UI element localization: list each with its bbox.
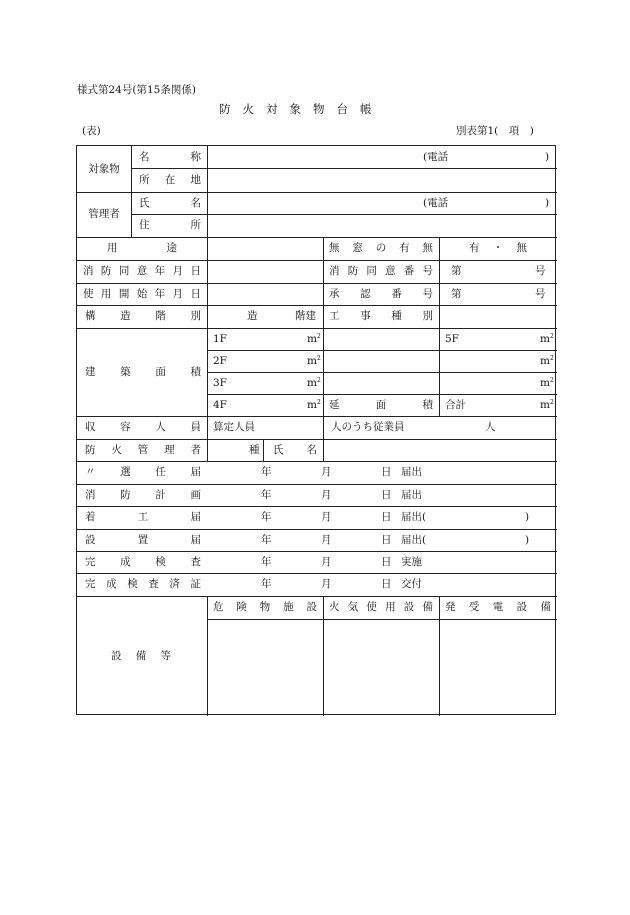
year-label: 年 [261, 578, 272, 591]
label-char: 設 [111, 649, 122, 662]
attachment-label: 別表第1( 項 ) [456, 125, 534, 137]
persons-unit: 人 [485, 421, 496, 434]
label-char: 号 [422, 265, 433, 278]
structure-label [85, 305, 201, 328]
day-label: 日 [381, 555, 392, 568]
label-char: 成 [106, 578, 117, 591]
label-char: 備 [540, 601, 551, 614]
label-char: 防 [85, 443, 96, 456]
label-char: 工 [137, 511, 149, 524]
paren-close: ) [525, 511, 530, 524]
submitted-paren-label: 届出( [401, 511, 427, 524]
label-char: 設 [85, 533, 96, 546]
label-char: 使 [83, 287, 94, 300]
label-char: 気 [347, 601, 359, 614]
month-label: 月 [321, 533, 332, 546]
row-line [207, 350, 557, 351]
manager-name-label [139, 192, 201, 214]
total-unit [540, 394, 554, 416]
issued-label: 交付 [401, 578, 422, 591]
label-char: 積 [190, 365, 201, 378]
label-char: 意 [385, 265, 396, 278]
label-char: 別 [422, 310, 433, 323]
col-line [323, 237, 324, 439]
unit-m: m [307, 354, 317, 367]
unit-m: m [307, 376, 317, 389]
unit-m: m [540, 376, 550, 389]
col-line [323, 439, 324, 461]
side-label: (表) [82, 125, 101, 137]
day-label: 日 [381, 511, 392, 524]
manager-label: 管理者 [88, 208, 120, 221]
month-label: 月 [321, 555, 332, 568]
label-char: 名 [190, 196, 201, 209]
floor-1f: 1F [213, 332, 227, 345]
month-label: 月 [321, 466, 332, 479]
label-char: 査 [148, 578, 159, 591]
label-char: 用 [107, 242, 118, 255]
total-label: 合計 [445, 398, 466, 411]
phone-label: (電話 [423, 150, 449, 163]
class-label: 種 [249, 443, 260, 456]
floor-3f-unit [307, 372, 321, 394]
number-prefix: 第 [451, 265, 462, 278]
label-char: 理 [164, 443, 175, 456]
label-char: 施 [283, 601, 294, 614]
label-char: 認 [360, 287, 371, 300]
label-char: 面 [155, 365, 166, 378]
label-char: 無 [422, 242, 433, 255]
floor-5f-unit [540, 328, 554, 350]
capacity-label [85, 416, 201, 439]
label-char: 番 [391, 287, 402, 300]
label-char: 無 [516, 242, 527, 255]
label-char: 成 [120, 555, 131, 568]
label-char: 着 [85, 511, 96, 524]
col-line [131, 146, 132, 192]
label-char: 所 [190, 219, 201, 232]
label-char: 番 [403, 265, 415, 278]
label-char: 構 [85, 310, 96, 323]
power-equipment-label [445, 596, 551, 619]
label-char: 名 [306, 443, 317, 456]
submitted-label: 届出 [401, 466, 422, 479]
label-char: 日 [190, 287, 201, 300]
unit-m: m [307, 332, 317, 345]
equipment-label [111, 596, 171, 716]
label-char: 開 [118, 287, 130, 300]
appointment-label [85, 461, 201, 484]
label-char: 日 [190, 265, 201, 278]
label-char: 発 [445, 601, 456, 614]
label-char: 有 [399, 242, 410, 255]
label-char: 任 [155, 466, 166, 479]
label-char: 防 [347, 265, 359, 278]
label-char: 検 [155, 555, 166, 568]
label-char: 容 [120, 421, 131, 434]
unit-sq: 2 [549, 377, 554, 384]
yes-no-value [469, 237, 527, 260]
label-char: 意 [136, 265, 148, 278]
approval-number-label [329, 283, 433, 305]
completion-inspection-label [85, 551, 201, 573]
year-label: 年 [261, 533, 272, 546]
label-char: 完 [85, 555, 96, 568]
label-char: 途 [166, 242, 177, 255]
manager-phone-label: (電話 [423, 196, 449, 209]
label-char: 事 [360, 310, 371, 323]
unit-m: m [307, 398, 317, 411]
label-char: 種 [391, 310, 402, 323]
hazardous-facility-label [213, 596, 317, 619]
col-line [207, 439, 208, 461]
year-label: 年 [261, 488, 272, 501]
label-char: 火 [111, 443, 122, 456]
label-char: 面 [375, 398, 387, 411]
col-line [263, 439, 264, 461]
label-char: 用 [385, 601, 396, 614]
year-label: 年 [261, 511, 272, 524]
floor-2f: 2F [213, 354, 227, 367]
label-char: 届 [190, 511, 201, 524]
unit-sq: 2 [549, 355, 554, 362]
label-char: 備 [422, 601, 433, 614]
label-char: 防 [120, 488, 131, 501]
label-char: 窓 [352, 242, 363, 255]
label-char: 険 [236, 601, 247, 614]
label-char: 地 [190, 173, 201, 186]
unit-m: m [540, 332, 550, 345]
building-area-label [85, 328, 201, 416]
label-char: 設 [306, 601, 317, 614]
label-char: 員 [190, 421, 201, 434]
label-char: 氏 [139, 196, 150, 209]
label-char: 〃 [85, 466, 96, 479]
number-suffix: 号 [535, 265, 546, 278]
label-char: 備 [135, 649, 147, 662]
label-char: 物 [259, 601, 271, 614]
employees-label: 人のうち従業員 [331, 421, 405, 434]
label-char: 承 [329, 287, 340, 300]
label-char: 年 [154, 265, 166, 278]
target-label: 対象物 [88, 162, 120, 175]
label-char: 使 [366, 601, 377, 614]
label-char: 在 [164, 173, 176, 186]
month-label: 月 [321, 578, 332, 591]
floor-5f: 5F [445, 332, 459, 345]
label-char: 造 [120, 310, 131, 323]
label-char: 別 [190, 310, 201, 323]
calculated-persons-label: 算定人員 [213, 421, 255, 434]
floor-6f-unit [540, 350, 554, 372]
label-char: 名 [139, 150, 150, 163]
label-char: 電 [492, 601, 504, 614]
label-char: 届 [190, 533, 201, 546]
label-char: 設 [403, 601, 415, 614]
label-char: 延 [329, 398, 340, 411]
label-char: 査 [190, 555, 201, 568]
fire-plan-label [85, 484, 201, 506]
label-char: 選 [120, 466, 131, 479]
col-line [207, 596, 208, 716]
fire-manager-name-label [273, 439, 317, 461]
fire-use-equipment-label [329, 596, 433, 619]
paren-close: ) [525, 533, 530, 546]
windowless-label [329, 237, 433, 260]
floor-1f-unit [307, 328, 321, 350]
label-char: 画 [190, 488, 201, 501]
label-char: 月 [172, 287, 184, 300]
label-char: ・ [492, 242, 504, 255]
label-char: 称 [190, 150, 201, 163]
floor-4f: 4F [213, 398, 227, 411]
label-char: 有 [469, 242, 480, 255]
label-char: 消 [329, 265, 340, 278]
label-char: 完 [85, 578, 96, 591]
name-label [139, 146, 201, 168]
col-line [207, 146, 208, 439]
label-char: 積 [422, 398, 433, 411]
floor-7f-unit [540, 372, 554, 394]
label-char: 年 [154, 287, 166, 300]
total-floor-area-label [329, 394, 433, 416]
consent-date-label [83, 260, 201, 283]
label-char: 計 [155, 488, 166, 501]
day-label: 日 [381, 488, 392, 501]
month-label: 月 [321, 488, 332, 501]
label-char: 受 [468, 601, 480, 614]
manager-address-label [139, 214, 201, 237]
construction-start-label [85, 506, 201, 529]
structure-zou: 造 [247, 310, 258, 323]
label-char: 工 [329, 310, 340, 323]
floor-3f: 3F [213, 376, 227, 389]
label-char: 所 [139, 173, 150, 186]
col-line [131, 192, 132, 237]
label-char: 消 [83, 265, 94, 278]
unit-sq: 2 [316, 399, 321, 406]
label-char: 済 [169, 578, 180, 591]
approval-suffix: 号 [535, 287, 546, 300]
floor-4f-unit [307, 394, 321, 416]
label-char: 号 [422, 287, 433, 300]
unit-sq: 2 [316, 355, 321, 362]
label-char: 同 [118, 265, 130, 278]
month-label: 月 [321, 511, 332, 524]
label-char: 火 [329, 601, 340, 614]
use-label [107, 237, 177, 260]
day-label: 日 [381, 533, 392, 546]
address-label [139, 168, 201, 192]
manager-phone-close: ) [545, 196, 550, 209]
label-char: 収 [85, 421, 96, 434]
label-char: 用 [100, 287, 112, 300]
label-char: 防 [100, 265, 112, 278]
label-char: 危 [213, 601, 224, 614]
register-table [76, 145, 556, 715]
storeys-label: 階建 [295, 310, 316, 323]
consent-number-label [329, 260, 433, 283]
label-char: 証 [190, 578, 201, 591]
col-line [439, 237, 440, 416]
label-char: 届 [190, 466, 201, 479]
unit-m: m [540, 398, 550, 411]
label-char: 月 [172, 265, 184, 278]
submitted-paren-label: 届出( [401, 533, 427, 546]
label-char: 階 [155, 310, 166, 323]
label-char: 人 [155, 421, 166, 434]
use-start-date-label [83, 283, 201, 305]
col-line [439, 596, 440, 716]
unit-m: m [540, 354, 550, 367]
row-line [207, 372, 557, 373]
fire-manager-label [85, 439, 201, 461]
label-char: 設 [516, 601, 528, 614]
label-char: 等 [160, 649, 171, 662]
submitted-label: 届出 [401, 488, 422, 501]
col-line [323, 596, 324, 716]
year-label: 年 [261, 555, 272, 568]
floor-2f-unit [307, 350, 321, 372]
unit-sq: 2 [316, 377, 321, 384]
label-char: 管 [137, 443, 149, 456]
label-char: 無 [329, 242, 340, 255]
form-number: 様式第24号(第15条関係) [77, 84, 196, 96]
completion-certificate-label [85, 573, 201, 596]
label-char: 建 [85, 365, 96, 378]
unit-sq: 2 [549, 399, 554, 406]
work-type-label [329, 305, 433, 328]
label-char: 住 [139, 219, 150, 232]
label-char: 者 [190, 443, 201, 456]
year-label: 年 [261, 466, 272, 479]
label-char: 置 [137, 533, 149, 546]
label-char: 氏 [273, 443, 284, 456]
label-char: 築 [120, 365, 131, 378]
label-char: 消 [85, 488, 96, 501]
row-line [207, 619, 557, 620]
day-label: 日 [381, 466, 392, 479]
unit-sq: 2 [316, 333, 321, 340]
label-char: 検 [127, 578, 138, 591]
conducted-label: 実施 [401, 555, 422, 568]
installation-label [85, 529, 201, 551]
approval-prefix: 第 [451, 287, 462, 300]
label-char: 始 [136, 287, 148, 300]
day-label: 日 [381, 578, 392, 591]
label-char: の [375, 242, 387, 255]
unit-sq: 2 [549, 333, 554, 340]
document-title: 防火対象物台帳 [219, 102, 384, 116]
phone-close: ) [545, 150, 550, 163]
label-char: 同 [366, 265, 377, 278]
